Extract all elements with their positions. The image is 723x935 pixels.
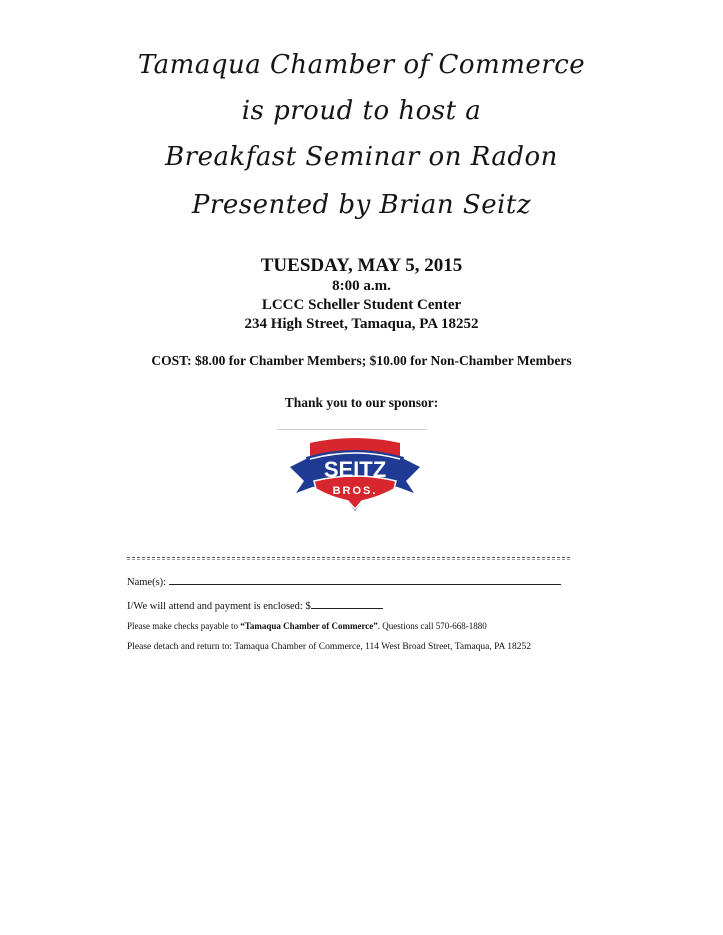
sponsor-divider xyxy=(277,429,427,430)
payment-amount-field[interactable] xyxy=(311,598,383,609)
svg-text:BROS.: BROS. xyxy=(332,485,378,497)
names-row xyxy=(127,574,561,588)
checks-prefix: Please make checks payable to xyxy=(127,621,241,631)
cost-info: COST: $8.00 for Chamber Members; $10.00 for Non-Chamber Members xyxy=(151,353,572,368)
header-seminar-title: Breakfast Seminar on Radon xyxy=(165,142,558,172)
checks-payee: “Tamaqua Chamber of Commerce” xyxy=(240,621,378,631)
checks-instructions xyxy=(127,621,487,631)
header-host-line: is proud to host a xyxy=(241,96,482,126)
event-time: 8:00 a.m. xyxy=(332,278,391,294)
event-address: 234 High Street, Tamaqua, PA 18252 xyxy=(244,316,479,332)
header-organization: Tamaqua Chamber of Commerce xyxy=(137,50,586,80)
seitz-bros-logo-icon xyxy=(288,437,422,515)
checks-suffix: . Questions call 570-668-1880 xyxy=(377,621,487,631)
header-presenter: Presented by Brian Seitz xyxy=(191,190,532,220)
payment-label: I/We will attend and payment is enclosed: $ xyxy=(127,601,311,612)
detach-line-secondary xyxy=(127,559,570,560)
sponsor-thanks: Thank you to our sponsor: xyxy=(284,395,439,410)
event-date: TUESDAY, MAY 5, 2015 xyxy=(260,255,463,276)
return-instructions: Please detach and return to: Tamaqua Chamber of Commerce, 114 West Broad Street, Tamaqua, PA 18252 xyxy=(127,642,532,652)
sponsor-logo xyxy=(288,437,422,515)
names-label: Name(s): xyxy=(127,577,167,588)
detach-line xyxy=(127,557,570,558)
names-field[interactable] xyxy=(169,574,561,585)
event-venue: LCCC Scheller Student Center xyxy=(261,297,462,313)
svg-text:SEITZ: SEITZ xyxy=(323,457,387,482)
payment-row xyxy=(127,598,383,612)
